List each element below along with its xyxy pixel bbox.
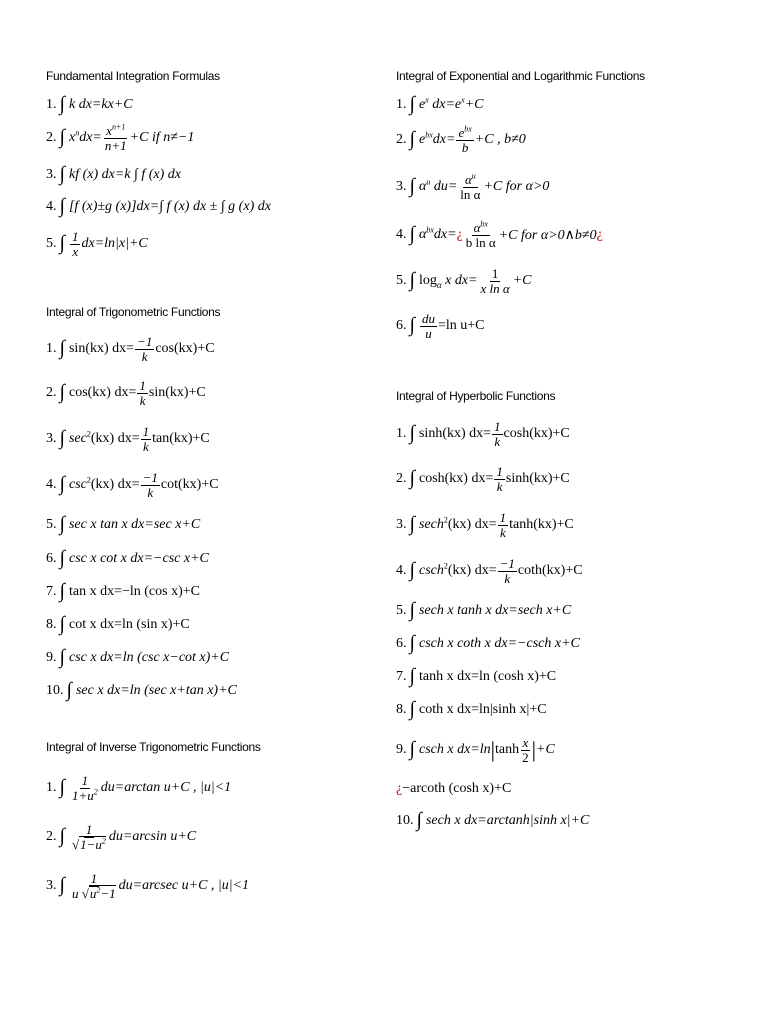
integral-sign-icon: ∫ — [409, 467, 415, 489]
formula-number: 6. — [396, 318, 407, 333]
hyperbolic-title: Integral of Hyperbolic Functions — [396, 389, 556, 403]
formula-expr: coth(kx)+C — [517, 563, 583, 578]
integral-sign-icon: ∫ — [59, 874, 65, 896]
hyp-formula-7 — [396, 660, 736, 693]
formula-expr: sinh(kx) dx= — [418, 426, 492, 441]
formula-number: 1. — [46, 97, 57, 112]
formula-expr: +C for α>0∧b≠0 — [498, 227, 597, 243]
integral-sign-icon: ∫ — [409, 223, 415, 245]
trig-formula-5 — [46, 508, 386, 542]
trig-formula-7 — [46, 575, 386, 608]
formula-expr: csc x dx=ln (csc x−cot x)+C — [68, 649, 230, 665]
fraction: $\frac{1}{1+u^2}$ — [71, 772, 98, 803]
formula-number: 8. — [46, 616, 57, 632]
formula-expr: sec x dx=ln (sec x+tan x)+C — [75, 682, 237, 698]
inverted-question-mark: ¿ — [596, 227, 603, 242]
formula-expr: $e^{bx}dx=$ — [418, 130, 456, 147]
fundamental-formula-1 — [46, 92, 386, 118]
hyp-formula-6 — [396, 627, 736, 660]
formula-expr: tan(kx)+C — [152, 431, 210, 446]
integral-sign-icon: ∫ — [59, 825, 65, 847]
inverse-formula-2 — [46, 813, 386, 861]
integral-sign-icon: ∫ — [409, 738, 415, 760]
fraction: $\frac{1}{x}$ — [71, 228, 79, 259]
fraction: $\frac{1}{k}$ — [499, 509, 507, 540]
formula-expr: du=arcsec u+C , |u|<1 — [118, 878, 250, 893]
formula-number: 3. — [46, 167, 57, 182]
fraction: $\frac{-1}{k}$ — [137, 333, 153, 364]
fundamental-formula-3 — [46, 158, 386, 192]
formula-expr: cot(kx)+C — [160, 477, 219, 492]
integral-sign-icon: ∫ — [59, 195, 65, 217]
fraction: $\frac{du}{u}$ — [421, 310, 435, 341]
fraction: $\frac{1}{\text{x ln α}}$ — [480, 265, 510, 296]
fraction: $\frac{e^{bx}}{b}$ — [458, 124, 472, 155]
inverse-trig-title: Integral of Inverse Trigonometric Functions — [46, 740, 261, 754]
integral-sign-icon: ∫ — [59, 776, 65, 798]
exp-formula-2 — [396, 118, 736, 162]
trig-formula-9 — [46, 641, 386, 674]
integral-sign-icon: ∫ — [409, 269, 415, 291]
formula-number: 4. — [46, 199, 57, 214]
formula-number: 4. — [396, 227, 407, 242]
formula-number: 1. — [46, 780, 57, 795]
formula-number: 5. — [46, 236, 57, 251]
formula-number: 4. — [46, 477, 57, 492]
integral-sign-icon: ∫ — [59, 645, 65, 668]
inverted-question-mark: ¿ — [396, 781, 403, 796]
formula-expr: cosh(kx) dx= — [418, 471, 494, 486]
formula-number: 1. — [396, 97, 407, 112]
formula-expr: $\sec^2(kx)$ dx= — [68, 429, 140, 446]
formula-number: 1. — [396, 426, 407, 441]
integral-sign-icon: ∫ — [59, 427, 65, 449]
formula-number: 7. — [46, 583, 57, 599]
formula-number: 10. — [396, 813, 414, 828]
formula-expr: [f (x)±g (x)]dx=∫ f (x) dx ± ∫ g (x) dx — [68, 199, 271, 214]
formula-number: 9. — [396, 742, 407, 757]
trig-formula-2 — [46, 370, 386, 416]
trig-formula-8 — [46, 608, 386, 641]
formula-expr: $x^ndx=$ — [68, 128, 102, 145]
sqrt-icon: √ — [81, 885, 89, 901]
formula-number: 5. — [46, 517, 57, 532]
integral-sign-icon: ∫ — [59, 473, 65, 495]
formula-number: 2. — [46, 829, 57, 844]
formula-number: 3. — [396, 517, 407, 532]
hyp-formula-4 — [396, 548, 736, 594]
formula-number: 6. — [46, 550, 57, 566]
formula-expr: tanh x dx=ln (cosh x)+C — [418, 668, 557, 684]
hyp-formula-1 — [396, 412, 736, 456]
formula-number: 3. — [46, 878, 57, 893]
exp-log-title: Integral of Exponential and Logarithmic Functions — [396, 69, 645, 83]
integral-sign-icon: ∫ — [59, 163, 65, 185]
fraction: $\frac{\alpha^u}{\text{ln α}}$ — [460, 171, 481, 202]
formula-number: 2. — [396, 471, 407, 486]
inverse-formula-3 — [46, 861, 386, 911]
formula-number: 2. — [46, 130, 57, 145]
formula-expr: kf (x) dx=k ∫ f (x) dx — [68, 167, 181, 182]
hyp-formula-8 — [396, 693, 736, 726]
formula-expr: $\alpha^u$ du= — [418, 177, 458, 194]
integral-sign-icon: ∫ — [409, 513, 415, 535]
exp-formula-5 — [396, 258, 736, 304]
formula-expr: csch$^2$(kx) dx= — [418, 561, 497, 578]
formula-expr: coth x dx=ln|sinh x|+C — [418, 701, 547, 717]
formula-expr: tan x dx=−ln (cos x)+C — [68, 583, 200, 599]
trig-formula-4 — [46, 462, 386, 508]
formula-expr: +C if n≠−1 — [129, 130, 195, 145]
formula-number: 1. — [46, 341, 57, 356]
exp-formula-6 — [396, 304, 736, 348]
fraction: $\frac{x}{2}$ — [522, 734, 529, 765]
fraction: $\frac{1}{√1-u^2}$ — [71, 821, 106, 852]
formula-number: 2. — [46, 385, 57, 400]
fraction: $\frac{1}{k}$ — [139, 377, 146, 408]
fraction: $\frac{1}{k}$ — [142, 423, 150, 454]
formula-number: 3. — [396, 179, 407, 194]
formula-number: 4. — [396, 563, 407, 578]
trig-title: Integral of Trigonometric Functions — [46, 305, 221, 319]
integral-sign-icon: ∫ — [409, 422, 415, 444]
trig-formula-1 — [46, 328, 386, 370]
integral-sign-icon: ∫ — [59, 232, 65, 254]
exp-formula-3 — [396, 162, 736, 212]
integral-sign-icon: ∫ — [409, 128, 415, 150]
formula-expr: sec x tan x dx=sec x+C — [68, 517, 201, 532]
formula-expr: sinh(kx)+C — [505, 471, 570, 486]
formula-expr: $\csc^2(kx)$ dx= — [68, 475, 140, 492]
integral-sign-icon: ∫ — [409, 631, 415, 654]
fraction: $\frac{-1}{k}$ — [499, 555, 515, 586]
fraction: $\frac{\alpha^{bx}}{\text{b ln α}}$ — [465, 219, 496, 250]
formula-number: 3. — [46, 431, 57, 446]
formula-number: 8. — [396, 701, 407, 717]
formula-expr: csch x coth x dx=−csch x+C — [418, 635, 580, 651]
integral-sign-icon: ∫ — [59, 381, 65, 403]
integral-sign-icon: ∫ — [409, 314, 415, 336]
hyp-formula-10 — [396, 804, 736, 838]
formula-expr: +C , b≠0 — [474, 132, 526, 147]
formula-expr: −arcoth (cosh x)+C — [402, 781, 512, 796]
formula-number: 2. — [396, 132, 407, 147]
integral-sign-icon: ∫ — [59, 513, 65, 535]
formula-expr: +C — [536, 742, 555, 757]
formula-expr: $\log_\alpha x$ dx= — [418, 273, 478, 290]
formula-expr: sin(kx) dx= — [68, 341, 135, 356]
formula-number: 6. — [396, 635, 407, 651]
left-column — [46, 68, 386, 911]
integral-sign-icon: ∫ — [409, 664, 415, 687]
formula-expr: +C — [512, 273, 532, 288]
integral-sign-icon: ∫ — [59, 337, 65, 359]
fraction: $\frac{x^{n+1}}{n+1}$ — [104, 122, 127, 153]
formula-expr: =ln u+C — [437, 318, 485, 333]
formula-expr: cot x dx=ln (sin x)+C — [68, 616, 190, 632]
hyp-formula-9-continuation — [396, 774, 736, 804]
formula-number: 10. — [46, 682, 64, 698]
formula-expr: du=arcsin u+C — [108, 829, 197, 844]
formula-expr: cos(kx)+C — [155, 341, 215, 356]
formula-expr: cos(kx) dx= — [68, 385, 137, 400]
formula-number: 5. — [396, 602, 407, 618]
integral-sign-icon: ∫ — [409, 559, 415, 581]
fraction: $\frac{1}{k}$ — [494, 418, 501, 449]
fraction: $\frac{-1}{k}$ — [142, 469, 158, 500]
fundamental-title: Fundamental Integration Formulas — [46, 69, 220, 83]
sqrt-icon: √ — [71, 836, 80, 852]
integral-sign-icon: ∫ — [59, 126, 65, 148]
formula-expr: sech x dx=arctanh|sinh x|+C — [425, 813, 590, 828]
abs-bar-icon: | — [531, 737, 537, 762]
hyp-formula-5 — [396, 594, 736, 627]
integral-sign-icon: ∫ — [59, 579, 65, 602]
formula-expr: $\alpha^{bx}dx=$ — [418, 225, 457, 242]
formula-expr: csch x dx=ln — [418, 742, 491, 757]
hyp-formula-9 — [396, 726, 736, 774]
integral-sign-icon: ∫ — [409, 175, 415, 197]
integral-sign-icon: ∫ — [409, 93, 415, 115]
integral-sign-icon: ∫ — [66, 678, 72, 701]
formula-expr: sin(kx)+C — [148, 385, 206, 400]
formula-expr: dx=ln|x|+C — [81, 236, 148, 251]
fraction: $\frac{1}{k}$ — [496, 463, 503, 494]
integral-sign-icon: ∫ — [59, 612, 65, 635]
trig-formula-10 — [46, 674, 386, 707]
formula-expr: tanh — [495, 742, 520, 757]
integral-sign-icon: ∫ — [416, 809, 422, 831]
fundamental-formula-5 — [46, 222, 386, 266]
integral-sign-icon: ∫ — [409, 598, 415, 621]
formula-expr: tanh(kx)+C — [509, 517, 574, 532]
exp-formula-4 — [396, 212, 736, 258]
integral-sign-icon: ∫ — [59, 93, 65, 115]
formula-expr: sech x tanh x dx=sech x+C — [418, 602, 572, 618]
integral-sign-icon: ∫ — [409, 697, 415, 720]
trig-formula-6 — [46, 542, 386, 575]
right-column — [396, 68, 736, 838]
formula-expr: k dx=kx+C — [68, 97, 133, 112]
formula-expr: sech$^2$(kx) dx= — [418, 515, 497, 532]
inverted-question-mark: ¿ — [456, 227, 463, 242]
hyp-formula-3 — [396, 502, 736, 548]
formula-expr: cosh(kx)+C — [503, 426, 570, 441]
formula-expr: du=arctan u+C , |u|<1 — [100, 780, 232, 795]
abs-bar-icon: | — [490, 737, 496, 762]
exp-formula-1 — [396, 92, 736, 118]
hyp-formula-2 — [396, 456, 736, 502]
fraction: $\frac{1}{u √u^2-1}$ — [71, 870, 116, 901]
fundamental-formula-2 — [46, 118, 386, 158]
trig-formula-3 — [46, 416, 386, 462]
formula-expr: csc x cot x dx=−csc x+C — [68, 550, 209, 566]
formula-number: 9. — [46, 649, 57, 665]
formula-number: 7. — [396, 668, 407, 684]
formula-expr: $e^x$ $dx=e^x+C$ — [418, 95, 484, 112]
formula-number: 5. — [396, 273, 407, 288]
inverse-formula-1 — [46, 763, 386, 813]
formula-expr: +C for α>0 — [483, 179, 550, 194]
fundamental-formula-4 — [46, 192, 386, 222]
integral-sign-icon: ∫ — [59, 546, 65, 569]
